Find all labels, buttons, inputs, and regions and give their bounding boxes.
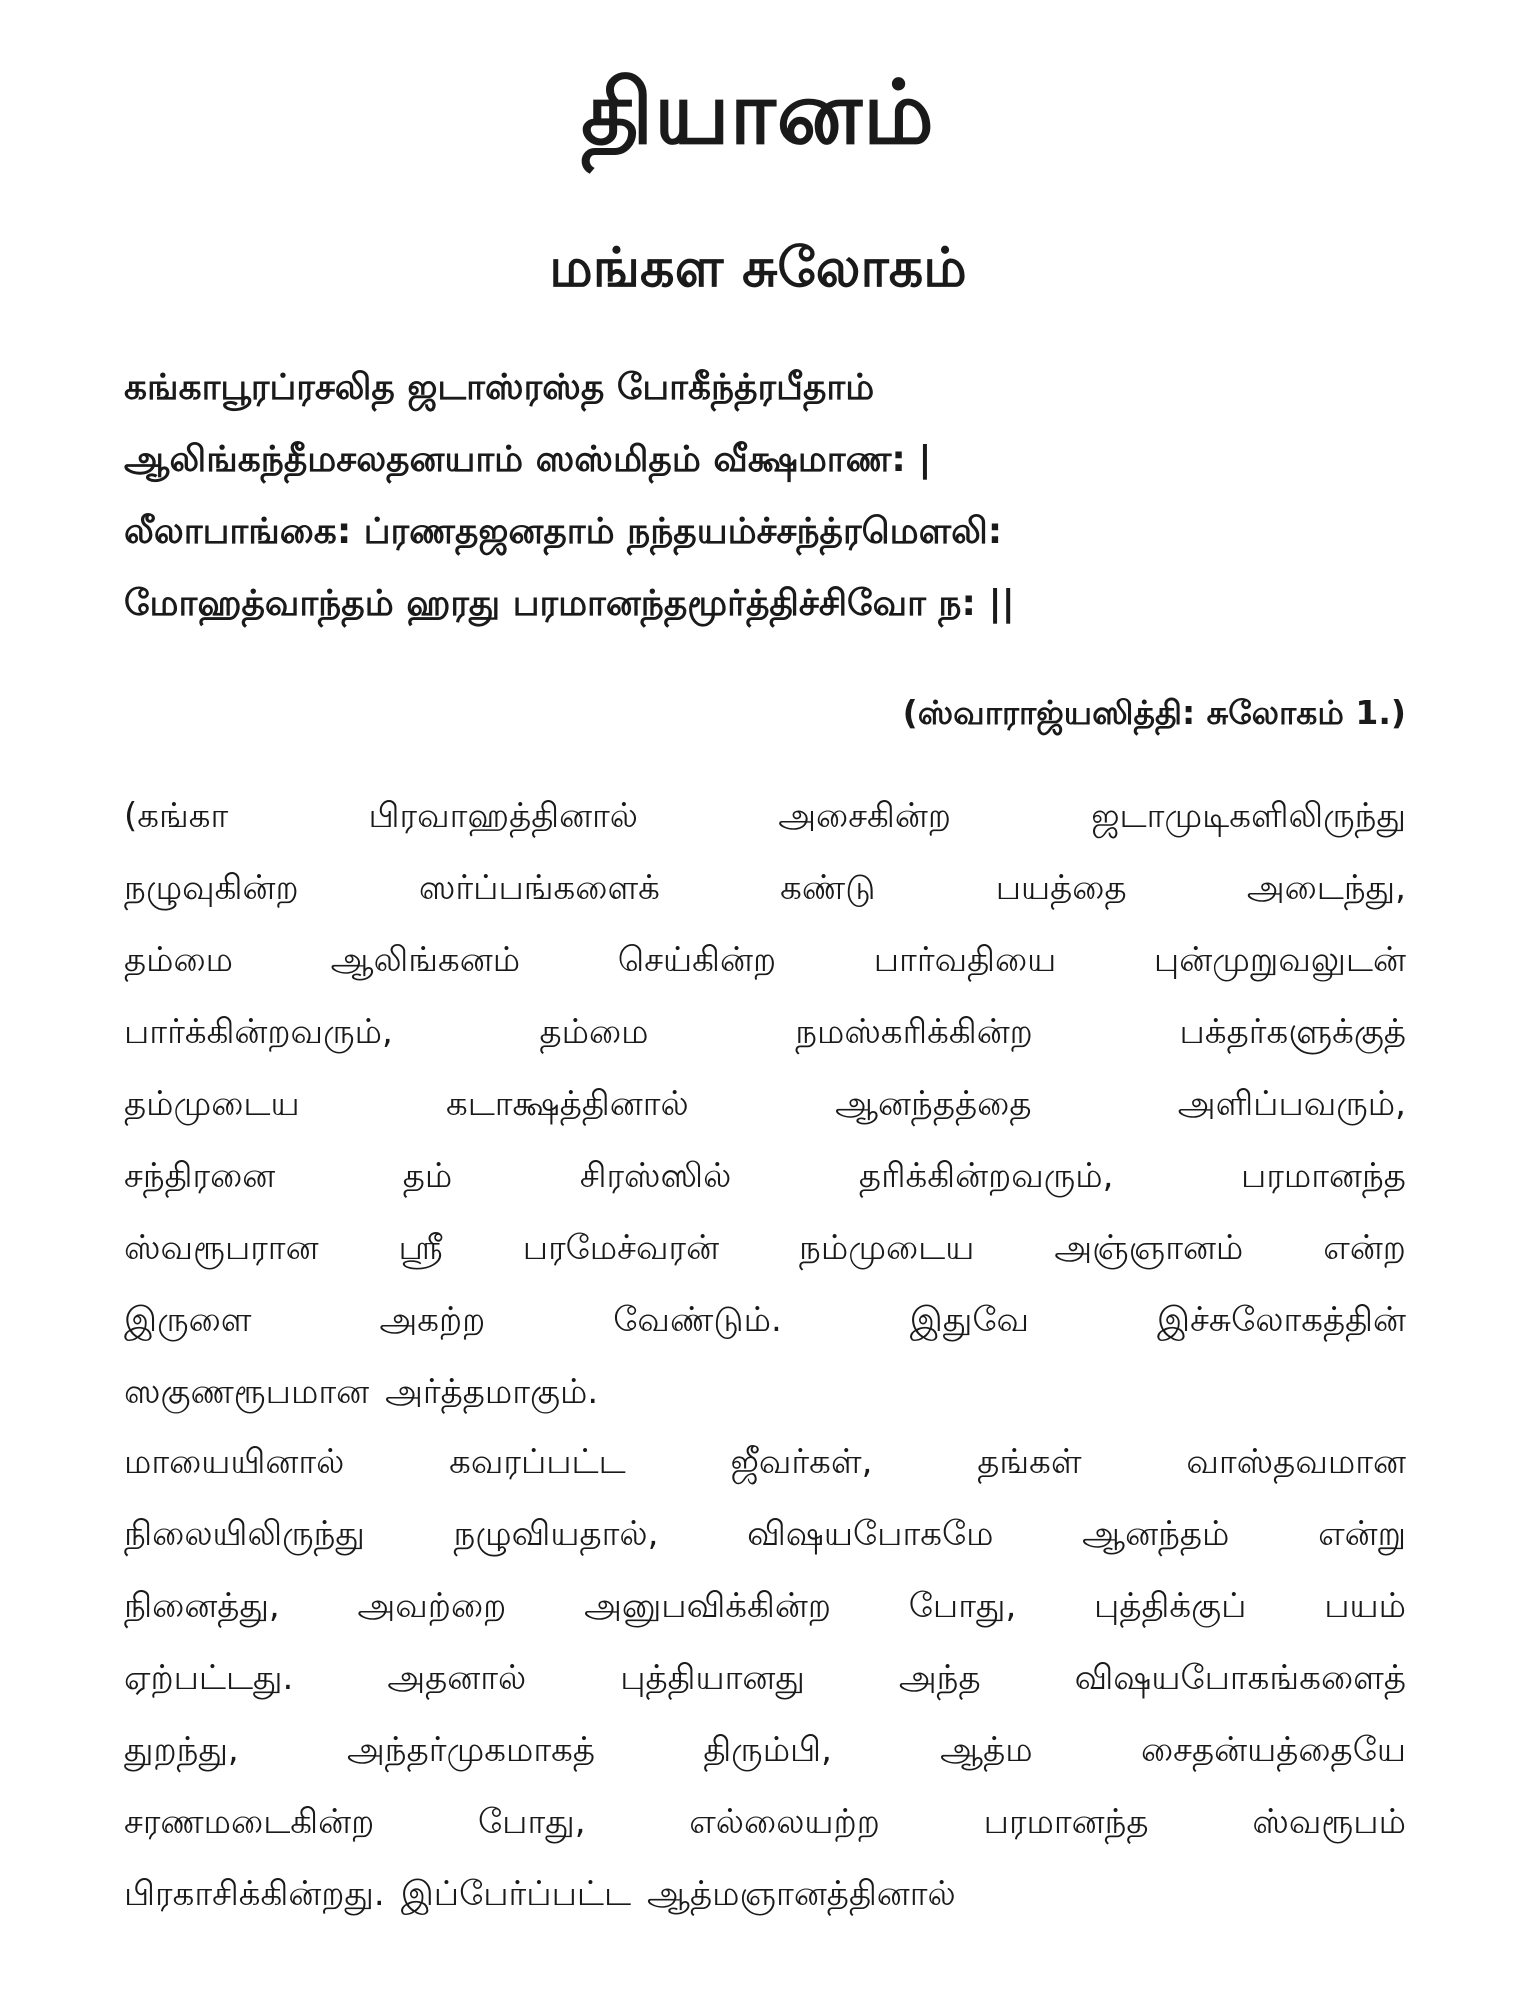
word: போது, [478,1802,586,1842]
word: புத்தியானது [620,1658,805,1698]
word: ஜீவர்கள், [730,1442,873,1482]
meaning-paragraph-1 [124,780,1406,1428]
word: இச்சுலோகத்தின் [1157,1300,1406,1340]
word: தம்மை [539,1012,649,1052]
word: வேண்டும். [613,1300,782,1340]
meaning-paragraph-2 [124,1426,1406,1930]
word: அசைகின்ற [778,796,951,836]
word: மாயையினால் [124,1442,345,1482]
word: நமஸ்கரிக்கின்ற [795,1012,1033,1052]
page-title: தியானம் [581,61,935,164]
word: தம்முடைய [124,1084,300,1124]
word: ஸ்வரூபரான [124,1228,319,1268]
paragraph-line [124,780,1406,852]
verse-block [124,352,1406,640]
word: பயம் [1324,1586,1406,1626]
word: நழுவுகின்ற [124,868,299,908]
word: அர்த்தமாகும். [385,1372,599,1412]
word: சந்திரனை [124,1156,276,1196]
word: பரமேச்வரன் [522,1228,720,1268]
word: அதனால் [387,1658,527,1698]
word: திரும்பி, [703,1730,832,1770]
word: கண்டு [780,868,876,908]
word: பரமானந்த [1241,1156,1406,1196]
word: சரணமடைகின்ற [124,1802,375,1842]
word: என்ற [1323,1228,1406,1268]
word: ஸ்வரூபம் [1252,1802,1406,1842]
paragraph-line [124,1140,1406,1212]
word: துறந்து, [124,1730,239,1770]
word: தம் [402,1156,453,1196]
word: ஆலிங்கனம் [330,940,521,980]
word: பயத்தை [995,868,1127,908]
word: நம்முடைய [799,1228,975,1268]
paragraph-line [124,1570,1406,1642]
word: ஸர்ப்பங்களைக் [418,868,660,908]
word: அந்தர்முகமாகத் [347,1730,596,1770]
verse-source: (ஸ்வாராஜ்யஸித்தி: சுலோகம் 1.) [902,693,1406,732]
word: கவரப்பட்ட [449,1442,626,1482]
word: அகற்ற [379,1300,486,1340]
word: புத்திக்குப் [1094,1586,1247,1626]
word: அளிப்பவரும், [1177,1084,1406,1124]
word: இப்பேர்ப்பட்ட [400,1874,632,1914]
paragraph-line [124,1858,1406,1930]
word: (கங்கா [124,796,229,836]
word: அஞ்ஞானம் [1054,1228,1244,1268]
word: நழுவியதால், [453,1514,659,1554]
paragraph-line [124,1714,1406,1786]
word: போது, [908,1586,1017,1626]
paragraph-line [124,1426,1406,1498]
word: சிரஸ்ஸில் [579,1156,732,1196]
verse-line: மோஹத்வாந்தம் ஹரது பரமானந்தமூர்த்திச்சிவோ ந: || [124,583,1015,624]
word: பிரவாஹத்தினால் [368,796,639,836]
paragraph-line [124,924,1406,996]
verse-line: கங்காபூரப்ரசலித ஜடாஸ்ரஸ்த போகீந்த்ரபீதாம் [124,367,875,408]
paragraph-line [124,852,1406,924]
word: புன்முறுவலுடன் [1153,940,1406,980]
word: ஸ்ரீ [398,1228,443,1268]
word: நினைத்து, [124,1586,280,1626]
word: பிரகாசிக்கின்றது. [124,1874,385,1914]
word: ஸகுணரூபமான [124,1372,370,1412]
paragraph-line [124,1498,1406,1570]
verse-line: லீலாபாங்கை: ப்ரணதஜனதாம் நந்தயம்ச்சந்த்ரமௌலி: [124,511,1003,552]
word: அந்த [898,1658,981,1698]
paragraph-line [124,1642,1406,1714]
word: தம்மை [124,940,234,980]
word: வாஸ்தவமான [1186,1442,1406,1482]
word: பரமானந்த [983,1802,1149,1842]
word: ஜடாமுடிகளிலிருந்து [1091,796,1406,836]
paragraph-line [124,1786,1406,1858]
word: எல்லையற்ற [689,1802,880,1842]
paragraph-line [124,1356,1406,1428]
paragraph-line [124,1284,1406,1356]
word: ஆத்ம [940,1730,1033,1770]
word: விஷயபோகமே [747,1514,994,1554]
word: சைதன்யத்தையே [1140,1730,1406,1770]
paragraph-line [124,1212,1406,1284]
word: இருளை [124,1300,252,1340]
word: ஆனந்தம் [1082,1514,1230,1554]
word: நிலையிலிருந்து [124,1514,365,1554]
word: ஆத்மஞானத்தினால் [647,1874,956,1914]
word: கடாக்ஷத்தினால் [445,1084,689,1124]
word: பார்க்கின்றவரும், [124,1012,393,1052]
word: பார்வதியை [873,940,1057,980]
word: ஏற்பட்டது. [124,1658,294,1698]
word: செய்கின்ற [617,940,777,980]
word: அவற்றை [357,1586,507,1626]
word: பக்தர்களுக்குத் [1179,1012,1406,1052]
word: விஷயபோகங்களைத் [1074,1658,1406,1698]
word: தரிக்கின்றவரும், [858,1156,1114,1196]
verse-line: ஆலிங்கந்தீமசலதனயாம் ஸஸ்மிதம் வீக்ஷமாண: | [124,439,932,480]
word: அனுபவிக்கின்ற [584,1586,832,1626]
word: தங்கள் [977,1442,1082,1482]
section-heading: மங்கள சுலோகம் [549,236,967,299]
paragraph-line [124,996,1406,1068]
word: இதுவே [909,1300,1030,1340]
word: ஆனந்தத்தை [835,1084,1032,1124]
word: அடைந்து, [1246,868,1406,908]
word: என்று [1318,1514,1406,1554]
paragraph-line [124,1068,1406,1140]
